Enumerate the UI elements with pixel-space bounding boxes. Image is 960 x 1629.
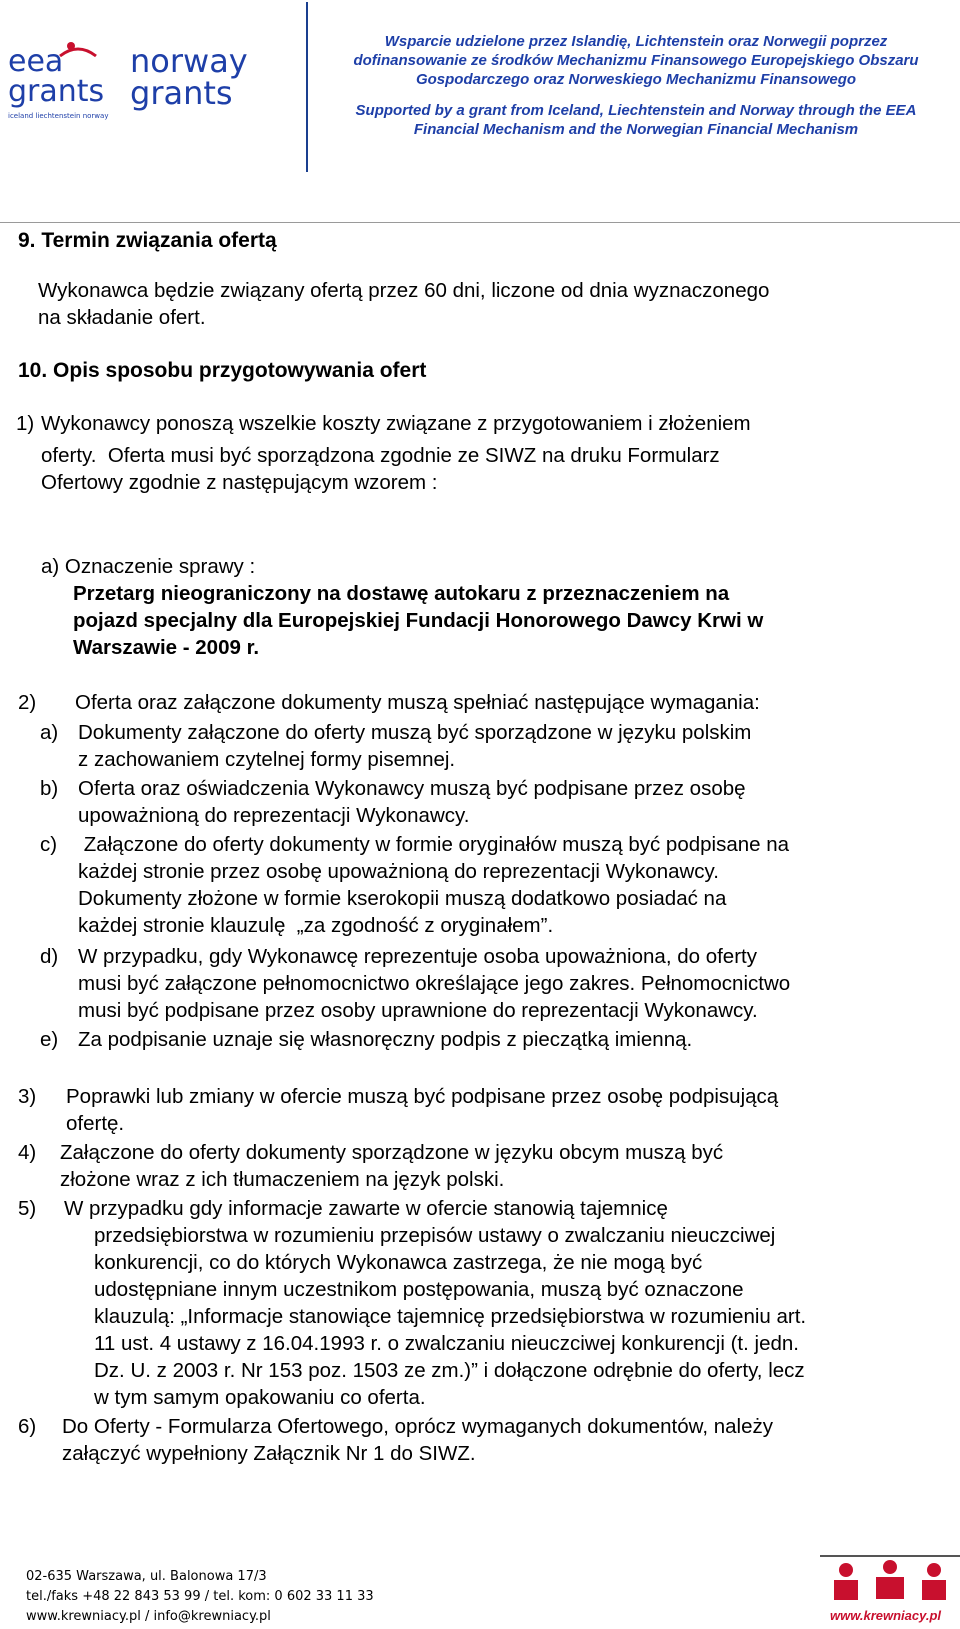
tender-name-line: Przetarg nieograniczony na dostawę autokaru z przeznaczeniem na: [73, 582, 730, 605]
header-rule: [0, 222, 960, 223]
funding-en-line: Financial Mechanism and the Norwegian Financial Mechanism: [413, 121, 859, 138]
norway-grants-logo: [130, 42, 280, 122]
funding-pl-line: Gospodarczego oraz Norweskiego Mechanizmu Finansowego: [415, 71, 857, 88]
sub-item-line: W przypadku, gdy Wykonawcę reprezentuje osoba upoważniona, do oferty: [78, 945, 757, 968]
item-5-line: W przypadku gdy informacje zawarte w ofercie stanowią tajemnicę: [64, 1197, 668, 1220]
sub-item-label: b): [40, 777, 59, 800]
funding-pl-line: dofinansowanie ze środków Mechanizmu Finansowego Europejskiego Obszaru: [353, 52, 919, 69]
section-9-title: 9. Termin związania ofertą: [18, 229, 277, 252]
section-9-text-line: na składanie ofert.: [38, 306, 206, 329]
footer-address: 02-635 Warszawa, ul. Balonowa 17/3: [26, 1569, 267, 1584]
item-number: 4): [18, 1141, 37, 1164]
item-5-line: przedsiębiorstwa w rozumieniu przepisów ustawy o zwalczaniu nieuczciwej: [94, 1224, 776, 1247]
norway-logo-line2: grants: [130, 74, 233, 112]
sub-item-line: upoważnioną do reprezentacji Wykonawcy.: [78, 804, 470, 827]
item-1-line: Wykonawcy ponoszą wszelkie koszty związane z przygotowaniem i złożeniem: [41, 412, 751, 435]
item-number: 3): [18, 1085, 37, 1108]
section-9-text-line: Wykonawca będzie związany ofertą przez 60 dni, liczone od dnia wyznaczonego: [38, 279, 770, 302]
item-5-line: w tym samym opakowaniu co oferta.: [94, 1386, 426, 1409]
item-4-line: Załączone do oferty dokumenty sporządzone w języku obcym muszą być: [60, 1141, 724, 1164]
sub-item-label: e): [40, 1028, 59, 1051]
eea-grants-logo: [8, 38, 113, 133]
sub-item-line: Oferta oraz oświadczenia Wykonawcy muszą być podpisane przez osobę: [78, 777, 746, 800]
eea-logo-line2: grants: [8, 74, 105, 109]
footer-phones: tel./faks +48 22 843 53 99 / tel. kom: 0 602 33 11 33: [26, 1589, 374, 1604]
eea-logo-line1: eea: [8, 44, 64, 79]
sub-item-line: musi być podpisane przez osoby uprawnione do reprezentacji Wykonawcy.: [78, 999, 758, 1022]
footer-web[interactable]: www.krewniacy.pl / info@krewniacy.pl: [26, 1609, 271, 1624]
sub-item-line: Za podpisanie uznaje się własnoręczny podpis z pieczątką imienną.: [78, 1028, 693, 1051]
footer-contact: [26, 1567, 374, 1627]
item-5-line: Dz. U. z 2003 r. Nr 153 poz. 1503 ze zm.)” i dołączone odrębnie do oferty, lecz: [94, 1359, 805, 1382]
item-5-line: klauzulą: „Informacje stanowiące tajemnicę przedsiębiorstwa w rozumieniu art.: [94, 1305, 807, 1328]
sub-item-line: każdej stronie przez osobę upoważnioną do reprezentacji Wykonawcy.: [78, 860, 719, 883]
item-5-line: konkurencji, co do których Wykonawca zastrzega, że nie mogą być: [94, 1251, 703, 1274]
sub-item-label: a): [40, 721, 59, 744]
item-6-line: załączyć wypełniony Załącznik Nr 1 do SIWZ.: [62, 1442, 476, 1465]
item-5-line: 11 ust. 4 ustawy z 16.04.1993 r. o zwalczaniu nieuczciwej konkurencji (t. jedn.: [94, 1332, 799, 1355]
item-number: 1): [16, 412, 35, 435]
header-divider: [306, 2, 308, 172]
sub-item-line: Dokumenty załączone do oferty muszą być sporządzone w języku polskim: [78, 721, 752, 744]
item-5-line: udostępniane innym uczestnikom postępowania, muszą być oznaczone: [94, 1278, 744, 1301]
item-2-intro: Oferta oraz załączone dokumenty muszą spełniać następujące wymagania:: [75, 691, 760, 714]
sub-item-line: Dokumenty złożone w formie kserokopii muszą dodatkowo posiadać na: [78, 887, 727, 910]
sub-item-line: Załączone do oferty dokumenty w formie oryginałów muszą być podpisane na: [78, 833, 790, 856]
item-1-line: Ofertowy zgodnie z następującym wzorem :: [41, 471, 438, 494]
tender-name-line: Warszawie - 2009 r.: [73, 636, 260, 659]
tender-name-line: pojazd specjalny dla Europejskiej Fundacji Honorowego Dawcy Krwi w: [73, 609, 764, 632]
item-3-line: Poprawki lub zmiany w ofercie muszą być podpisane przez osobę podpisującą: [66, 1085, 779, 1108]
item-1-sub-a-label: a) Oznaczenie sprawy :: [41, 555, 256, 578]
item-4-line: złożone wraz z ich tłumaczeniem na język polski.: [60, 1168, 505, 1191]
item-1-line: oferty. Oferta musi być sporządzona zgodnie ze SIWZ na druku Formularz: [41, 444, 720, 467]
norway-logo-line1: norway: [130, 42, 248, 80]
item-number: 2): [18, 691, 37, 714]
page-header: [0, 0, 960, 175]
funding-pl-line: Wsparcie udzielone przez Islandię, Lichtenstein oraz Norwegii poprzez: [384, 33, 888, 50]
item-6-line: Do Oferty - Formularza Ofertowego, oprócz wymaganych dokumentów, należy: [62, 1415, 773, 1438]
sub-item-line: każdej stronie klauzulę „za zgodność z oryginałem”.: [78, 914, 554, 937]
item-3-line: ofertę.: [66, 1112, 125, 1135]
funding-statement: [318, 32, 954, 139]
section-10-title: 10. Opis sposobu przygotowywania ofert: [18, 359, 427, 382]
footer-logo-url[interactable]: www.krewniacy.pl: [830, 1608, 942, 1623]
item-number: 6): [18, 1415, 37, 1438]
sub-item-line: musi być załączone pełnomocnictwo określające jego zakres. Pełnomocnictwo: [78, 972, 791, 995]
item-number: 5): [18, 1197, 37, 1220]
footer-logo-rule: [820, 1555, 960, 1557]
eea-logo-sub: iceland liechtenstein norway: [8, 112, 109, 120]
funding-en-line: Supported by a grant from Iceland, Liechtenstein and Norway through the EEA: [355, 102, 917, 119]
sub-item-line: z zachowaniem czytelnej formy pisemnej.: [78, 748, 456, 771]
sub-item-label: c): [40, 833, 58, 856]
sub-item-label: d): [40, 945, 59, 968]
